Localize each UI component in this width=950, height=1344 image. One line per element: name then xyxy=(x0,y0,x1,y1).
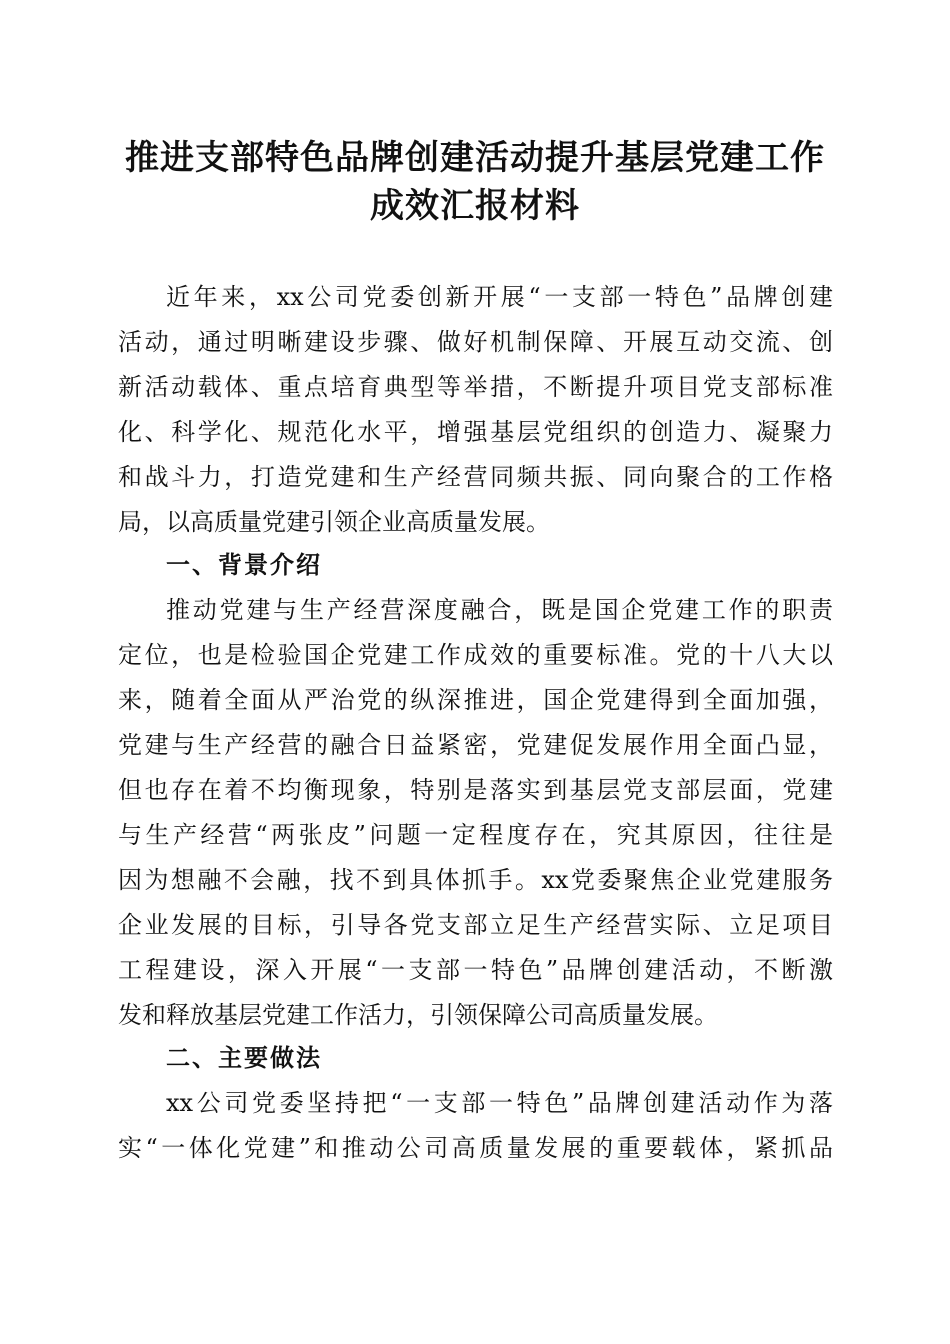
section1-line: 企业发展的目标，引导各党支部立足生产经营实际、立足项目 xyxy=(118,911,833,939)
section1-line: 发和释放基层党建工作活力，引领保障公司高质量发展。 xyxy=(118,1001,718,1029)
intro-line: 局，以高质量党建引领企业高质量发展。 xyxy=(118,508,550,536)
section2-line: xx公司党委坚持把“一支部一特色”品牌创建活动作为落 xyxy=(166,1089,833,1117)
section1-line: 但也存在着不均衡现象，特别是落实到基层党支部层面，党建 xyxy=(118,776,833,804)
section1-line: 来，随着全面从严治党的纵深推进，国企党建得到全面加强， xyxy=(118,686,833,714)
intro-line: 近年来，xx公司党委创新开展“一支部一特色”品牌创建 xyxy=(166,283,833,311)
intro-line: 化、科学化、规范化水平，增强基层党组织的创造力、凝聚力 xyxy=(118,418,833,446)
section2-line: 实“一体化党建”和推动公司高质量发展的重要载体，紧抓品 xyxy=(118,1134,833,1162)
intro-line: 和战斗力，打造党建和生产经营同频共振、同向聚合的工作格 xyxy=(118,463,833,491)
document-title-line-1: 推进支部特色品牌创建活动提升基层党建工作 xyxy=(125,138,825,178)
intro-line: 活动，通过明晰建设步骤、做好机制保障、开展互动交流、创 xyxy=(118,328,833,356)
document-title-line-2: 成效汇报材料 xyxy=(370,186,580,226)
section1-line: 与生产经营“两张皮”问题一定程度存在，究其原因，往往是 xyxy=(118,821,833,849)
section1-line: 党建与生产经营的融合日益紧密，党建促发展作用全面凸显， xyxy=(118,731,833,759)
intro-line: 新活动载体、重点培育典型等举措，不断提升项目党支部标准 xyxy=(118,373,833,401)
section-heading-background: 一、背景介绍 xyxy=(166,551,322,579)
section1-line: 推动党建与生产经营深度融合，既是国企党建工作的职责 xyxy=(166,596,833,624)
section-heading-methods: 二、主要做法 xyxy=(166,1044,322,1072)
section1-line: 定位，也是检验国企党建工作成效的重要标准。党的十八大以 xyxy=(118,641,833,669)
section1-line: 工程建设，深入开展“一支部一特色”品牌创建活动，不断激 xyxy=(118,956,833,984)
section1-line: 因为想融不会融，找不到具体抓手。xx党委聚焦企业党建服务 xyxy=(118,866,833,894)
